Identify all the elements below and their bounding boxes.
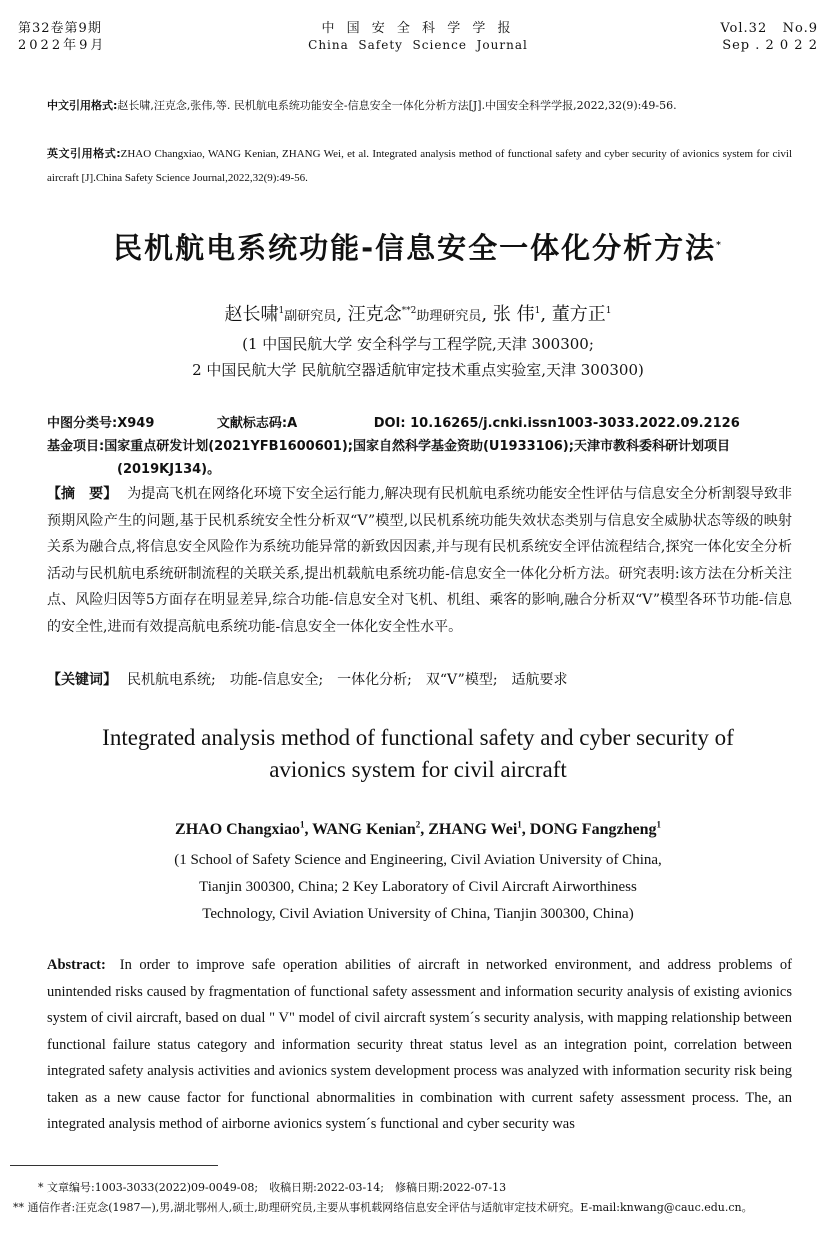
author-name: 赵长啸 bbox=[224, 304, 279, 325]
citation-en-text: ZHAO Changxiao, WANG Kenian, ZHANG Wei, et al. Integrated analysis method of functional safety and cyber security of avionics system for civil aircraft [J].China Safety Science Journal,2022,32(9):49-56. bbox=[47, 148, 793, 184]
affiliations-cn bbox=[0, 331, 836, 383]
affiliation-en-1: (1 School of Safety Science and Engineering, Civil Aviation University of China, bbox=[174, 852, 662, 868]
header-right bbox=[720, 20, 818, 54]
footnotes bbox=[13, 1178, 820, 1218]
date-en: Sep . 2 0 2 2 bbox=[722, 38, 818, 53]
affiliations-en bbox=[0, 847, 836, 928]
author-name: 董方正 bbox=[551, 304, 606, 325]
abstract-en-label: Abstract: bbox=[47, 957, 106, 973]
author-affil-mark: 1 bbox=[656, 820, 661, 830]
affiliation-en-3: Technology, Civil Aviation University of China, Tianjin 300300, China) bbox=[202, 906, 634, 922]
author-affil-mark: **2 bbox=[401, 306, 417, 316]
citation-cn-text: 赵长啸,汪克念,张伟,等. 民机航电系统功能安全-信息安全一体化分析方法[J].中国安全科学学报,2022,32(9):49-56. bbox=[117, 99, 677, 112]
clc-label: 中图分类号: bbox=[47, 416, 118, 431]
title-footnote-mark: * bbox=[716, 240, 723, 251]
doi-value: 10.16265/j.cnki.issn1003-3033.2022.09.2126 bbox=[410, 416, 740, 431]
author-name: 张 伟 bbox=[492, 304, 535, 325]
abstract-en-text: In order to improve safe operation abilities of aircraft in networked environment, and address problems of unintended risks caused by fragmentation of functional safety assessment and information security analysis of existing avionics system of civil aircraft, based on dual " V" model of civil aircraft system´s security analysis, with mapping relationship between functional failure status category and information security threat status level as an integration point, correlation between integrated safety analysis activities and avionics system development process was analyzed with information security risk being taken as a new cause factor for functional abnormalities in combination with current safety assessment process. The, an integrated analysis method of airborne avionics system´s functional and cyber security was bbox=[47, 957, 792, 1132]
funding-label: 基金项目: bbox=[47, 439, 105, 454]
title-en-line-2: avionics system for civil aircraft bbox=[269, 757, 567, 782]
keyword: 双“V”模型; bbox=[425, 672, 498, 688]
author-en: ZHANG Wei$^1$, bbox=[428, 820, 530, 839]
footnote-corresponding-author: ** 通信作者:汪克念(1987—),男,湖北鄂州人,硕士,助理研究员,主要从事机载网络信息安全评估与适航审定技术研究。E-mail:knwang@cauc.edu.cn。 bbox=[13, 1201, 753, 1214]
doc-code-label: 文献标志码: bbox=[216, 416, 288, 431]
author-cn bbox=[552, 304, 612, 325]
citation-en-label: 英文引用格式: bbox=[47, 147, 121, 160]
clc-value: X949 bbox=[117, 416, 155, 431]
author-title: 副研究员 bbox=[284, 309, 337, 324]
author-affil-mark: 2 bbox=[415, 820, 421, 830]
author-affil-mark: 1 bbox=[605, 306, 612, 316]
authors-en bbox=[0, 820, 836, 839]
author-affil-mark: 1 bbox=[299, 820, 305, 830]
abstract-cn-label: 【摘 要】 bbox=[47, 486, 118, 502]
journal-name-cn: 中 国 安 全 科 学 学 报 bbox=[321, 21, 515, 36]
citation-cn-label: 中文引用格式: bbox=[47, 99, 118, 112]
author-cn: 汪克念$^{**2}$助理研究员, bbox=[347, 304, 493, 325]
author-title: 助理研究员 bbox=[416, 309, 482, 324]
affiliation-en-2: Tianjin 300300, China; 2 Key Laboratory of Civil Aircraft Airworthiness bbox=[199, 879, 637, 895]
author-en bbox=[530, 821, 661, 838]
abstract-en bbox=[47, 952, 792, 1138]
author-name-en: ZHAO Changxiao bbox=[175, 821, 300, 839]
author-affil-mark: 1 bbox=[278, 306, 285, 316]
author-name: 汪克念 bbox=[347, 304, 402, 325]
author-en: ZHAO Changxiao$^1$, bbox=[175, 820, 313, 839]
abstract-cn-text: 为提高飞机在网络化环境下安全运行能力,解决现有民机航电系统功能安全性评估与信息安全分析割裂导致非预期风险产生的问题,基于民机系统安全性分析双“V”模型,以民机系统功能失效状态类别与信息安全威胁状态等级的映射关系为融合点,将信息安全风险作为系统功能异常的新致因因素,并与现有民机系统安全评估流程结合,探究一体化安全分析活动与民机航电系统研制流程的关联关系,提出机载航电系统功能-信息安全一体化分析方法。研究表明:该方法在分析关注点、风险归因等5方面存在明显差异,综合功能-信息安全对飞机、机组、乘客的影响,融合分析双“V”模型各环节功能-信息的安全性,进而有效提高航电系统功能-信息安全一体化安全性水平。 bbox=[47, 486, 792, 635]
doi-label: DOI: bbox=[373, 416, 406, 431]
keywords-cn-label: 【关键词】 bbox=[47, 672, 117, 688]
citation-en bbox=[47, 142, 792, 190]
author-name-en: DONG Fangzheng bbox=[529, 821, 657, 839]
author-en: WANG Kenian$^2$, bbox=[312, 820, 429, 839]
keyword: 一体化分析; bbox=[337, 672, 412, 688]
footnote-article-info: * 文章编号:1003-3033(2022)09-0049-08; 收稿日期:2022-03-14; 修稿日期:2022-07-13 bbox=[38, 1181, 507, 1194]
author-cn: 赵长啸$^1$副研究员, bbox=[224, 304, 348, 325]
title-cn bbox=[0, 226, 836, 267]
keyword: 适航要求 bbox=[511, 672, 568, 688]
affiliation-1: (1 中国民航大学 安全科学与工程学院,天津 300300; bbox=[242, 335, 594, 353]
funding bbox=[47, 435, 792, 481]
classification-line bbox=[47, 412, 740, 431]
issue-date: 2022年9月 bbox=[18, 38, 107, 53]
footnote-divider bbox=[10, 1165, 218, 1166]
journal-name-en: China Safety Science Journal bbox=[308, 38, 528, 52]
abstract-cn bbox=[47, 481, 792, 641]
keyword: 功能-信息安全; bbox=[229, 672, 324, 688]
journal-header bbox=[0, 20, 836, 54]
author-affil-mark: 1 bbox=[534, 306, 541, 316]
author-cn: 张 伟$^1$, bbox=[492, 304, 552, 325]
authors-cn bbox=[0, 300, 836, 326]
volume-en: Vol.32 No.9 bbox=[720, 21, 818, 36]
doc-code-value: A bbox=[287, 416, 298, 431]
keyword: 民机航电系统; bbox=[127, 672, 216, 688]
title-en bbox=[0, 722, 836, 786]
funding-text: 国家重点研发计划(2021YFB1600601);国家自然科学基金资助(U1933106);天津市教科委科研计划项目(2019KJ134)。 bbox=[104, 439, 730, 477]
author-name-en: WANG Kenian bbox=[312, 821, 416, 839]
keywords-cn bbox=[47, 667, 792, 694]
title-en-line-1: Integrated analysis method of functional safety and cyber security of bbox=[102, 725, 734, 750]
title-cn-text: 民机航电系统功能-信息安全一体化分析方法 bbox=[113, 231, 717, 265]
citation-cn bbox=[47, 94, 792, 118]
volume-issue: 第32卷第9期 bbox=[18, 21, 102, 36]
author-affil-mark: 1 bbox=[517, 820, 522, 830]
author-name-en: ZHANG Wei bbox=[428, 821, 518, 839]
affiliation-2: 2 中国民航大学 民航航空器适航审定技术重点实验室,天津 300300) bbox=[192, 361, 644, 379]
